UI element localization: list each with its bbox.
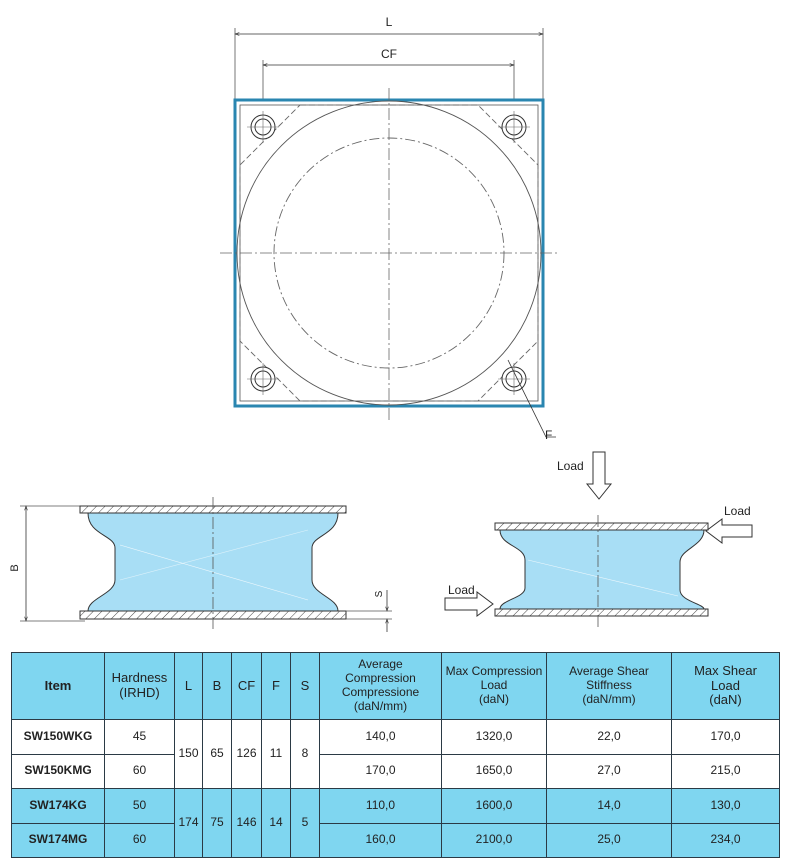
load-label-right: Load (724, 504, 751, 518)
cell-s: 5 (291, 789, 320, 858)
cell-l: 174 (175, 789, 203, 858)
cell-cf: 146 (232, 789, 262, 858)
cell-avg-shear: 14,0 (547, 789, 672, 824)
cell-b: 75 (203, 789, 232, 858)
cell-max-compression: 1650,0 (442, 754, 547, 789)
header-item: Item (12, 653, 105, 720)
cell-hardness: 45 (105, 720, 175, 755)
cell-max-shear: 234,0 (672, 823, 780, 858)
cell-avg-compression: 170,0 (320, 754, 442, 789)
cell-l: 150 (175, 720, 203, 789)
header-s: S (291, 653, 320, 720)
table-header-row (12, 653, 780, 720)
cell-avg-compression: 110,0 (320, 789, 442, 824)
load-label-left: Load (448, 583, 475, 597)
header-cf: CF (232, 653, 262, 720)
dim-label-cf: CF (381, 47, 397, 61)
cell-max-compression: 2100,0 (442, 823, 547, 858)
cell-avg-compression: 140,0 (320, 720, 442, 755)
dim-label-b: B (9, 564, 21, 572)
cell-item: SW174KG (12, 789, 105, 824)
cell-avg-shear: 25,0 (547, 823, 672, 858)
cell-b: 65 (203, 720, 232, 789)
cell-hardness: 60 (105, 754, 175, 789)
cell-hardness: 50 (105, 789, 175, 824)
spec-table (11, 652, 780, 858)
top-plate-shifted (495, 523, 708, 530)
side-view (9, 497, 392, 632)
cell-max-shear: 170,0 (672, 720, 780, 755)
callout-label-f: F (545, 428, 553, 442)
header-l: L (175, 653, 203, 720)
header-avg-compression: Average Compression Compressione (daN/mm) (320, 653, 442, 720)
cell-item: SW150KMG (12, 754, 105, 789)
table-row (12, 754, 780, 789)
cell-avg-shear: 22,0 (547, 720, 672, 755)
load-label-top: Load (557, 459, 584, 473)
table-row (12, 823, 780, 858)
cell-max-compression: 1320,0 (442, 720, 547, 755)
header-max-shear: Max Shear Load (daN) (672, 653, 780, 720)
header-f: F (262, 653, 291, 720)
cell-avg-compression: 160,0 (320, 823, 442, 858)
cell-f: 11 (262, 720, 291, 789)
cell-item: SW150WKG (12, 720, 105, 755)
header-avg-shear: Average Shear Stiffness (daN/mm) (547, 653, 672, 720)
load-arrow-down-icon (587, 452, 611, 499)
cell-max-compression: 1600,0 (442, 789, 547, 824)
cell-hardness: 60 (105, 823, 175, 858)
bottom-plate-shifted (495, 609, 708, 616)
table-row (12, 720, 780, 755)
cell-avg-shear: 27,0 (547, 754, 672, 789)
header-b: B (203, 653, 232, 720)
dim-label-l: L (385, 15, 393, 29)
cell-f: 14 (262, 789, 291, 858)
table-row (12, 789, 780, 824)
load-arrow-left-icon (706, 519, 752, 543)
top-view (220, 15, 560, 442)
load-view (445, 452, 752, 628)
cell-cf: 126 (232, 720, 262, 789)
rubber-body-sheared (500, 530, 704, 609)
dim-label-s: S (374, 590, 385, 598)
cell-item: SW174MG (12, 823, 105, 858)
header-max-compression: Max Compression Load (daN) (442, 653, 547, 720)
cell-s: 8 (291, 720, 320, 789)
header-hardness: Hardness (IRHD) (105, 653, 175, 720)
cell-max-shear: 130,0 (672, 789, 780, 824)
cell-max-shear: 215,0 (672, 754, 780, 789)
